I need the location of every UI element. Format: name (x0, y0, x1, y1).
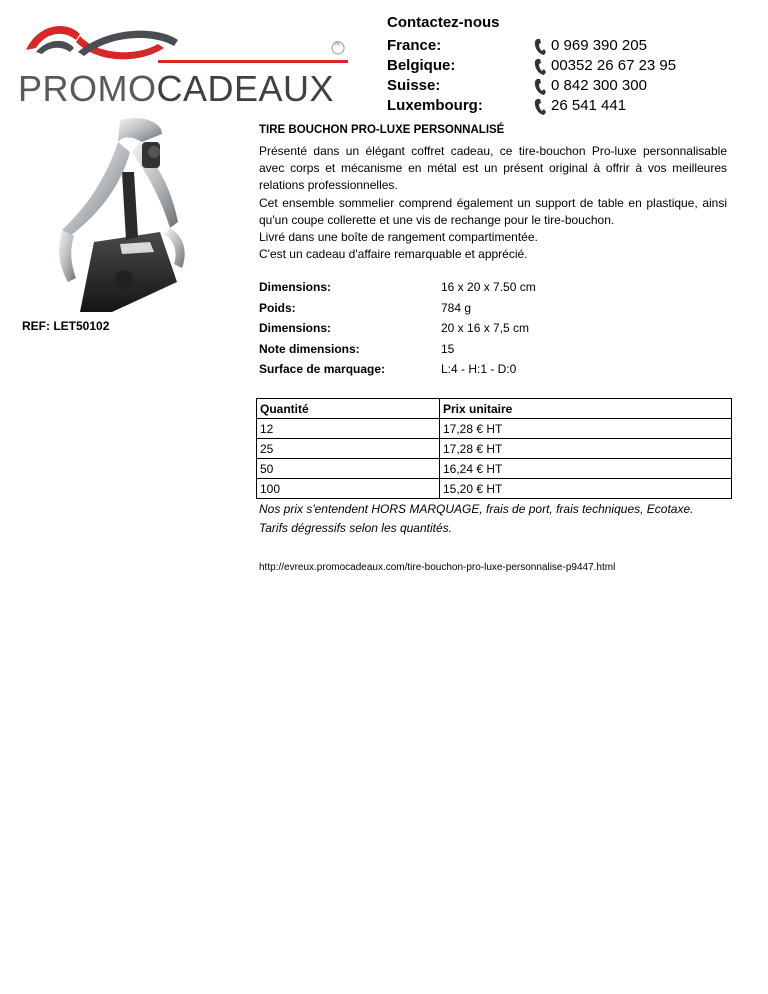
spec-label: Poids: (259, 300, 296, 315)
price-cell: 17,28 € HT (440, 439, 732, 459)
phone-icon (533, 58, 547, 76)
quantity-cell: 50 (257, 459, 440, 479)
promocadeaux-logo (18, 16, 348, 109)
table-row (257, 439, 732, 459)
logo-text-cadeaux: CADEAUX (156, 68, 335, 109)
spec-value: 20 x 16 x 7,5 cm (441, 321, 530, 335)
country-label: Suisse: (387, 77, 441, 94)
description-paragraph: Présenté dans un élégant coffret cadeau, ce tire-bouchon Pro-luxe personnalisable avec corps et mécanisme en métal est un présent original à offrir à vos meilleures relations professionnelles. (259, 144, 727, 193)
spec-label: Note dimensions: (259, 341, 360, 356)
price-note-degressive: Tarifs dégressifs selon les quantités. (259, 521, 452, 535)
country-label: Belgique: (387, 57, 456, 74)
contact-row-belgique (387, 57, 747, 77)
description-paragraph: Cet ensemble sommelier comprend également un support de table en plastique, ainsi qu'un coupe collerette et une vis de rechange pour le tire-bouchon. (259, 195, 727, 227)
spec-row (259, 321, 729, 341)
specs-list (259, 280, 729, 383)
product-url[interactable]: http://evreux.promocadeaux.com/tire-bouchon-pro-luxe-personnalise-p9447.html (259, 562, 616, 573)
quantity-cell: 25 (257, 439, 440, 459)
spec-row (259, 362, 729, 382)
spec-value: L:4 - H:1 - D:0 (441, 362, 517, 376)
contact-title: Contactez-nous (387, 14, 500, 31)
product-title: TIRE BOUCHON PRO-LUXE PERSONNALISÉ (259, 124, 505, 136)
product-description (259, 143, 727, 263)
quantity-cell: 12 (257, 419, 440, 439)
column-header-unit-price: Prix unitaire (440, 399, 732, 419)
product-reference: REF: LET50102 (22, 319, 110, 333)
phone-number[interactable]: 26 541 441 (551, 97, 627, 114)
spec-label: Dimensions: (259, 280, 332, 294)
country-label: Luxembourg: (387, 97, 483, 114)
price-table (256, 398, 732, 499)
contact-row-france (387, 37, 747, 57)
quantity-cell: 100 (257, 479, 440, 499)
spec-row (259, 342, 729, 362)
spec-value: 784 g (441, 300, 472, 315)
phone-icon (533, 78, 547, 96)
logo-swoosh-icon (18, 16, 348, 76)
table-row (257, 479, 732, 499)
spec-label: Dimensions: (259, 321, 332, 335)
phone-icon (533, 38, 547, 56)
price-table-header (257, 399, 732, 419)
table-row (257, 459, 732, 479)
corkscrew-product-image (22, 112, 222, 317)
phone-number[interactable]: 0 842 300 300 (551, 77, 647, 94)
spec-value: 15 (441, 341, 455, 356)
contact-row-suisse (387, 77, 747, 97)
country-label: France: (387, 37, 442, 54)
logo-wordmark (18, 68, 334, 110)
price-cell: 17,28 € HT (440, 419, 732, 439)
registered-mark: R (335, 41, 341, 48)
contact-row-luxembourg (387, 97, 747, 117)
price-note: Nos prix s'entendent HORS MARQUAGE, frais de port, frais techniques, Ecotaxe. (259, 502, 694, 516)
table-row (257, 419, 732, 439)
description-paragraph: Livré dans une boîte de rangement compartimentée. (259, 230, 538, 245)
phone-number[interactable]: 00352 26 67 23 95 (551, 57, 677, 74)
logo-text-promo: PROMO (18, 68, 157, 109)
phone-icon (533, 98, 547, 116)
spec-row (259, 280, 729, 300)
description-paragraph: C'est un cadeau d'affaire remarquable et apprécié. (259, 247, 528, 262)
spec-value: 16 x 20 x 7.50 cm (441, 280, 536, 294)
phone-number[interactable]: 0 969 390 205 (551, 37, 647, 54)
price-cell: 16,24 € HT (440, 459, 732, 479)
column-header-quantity: Quantité (257, 399, 440, 419)
spec-row (259, 301, 729, 321)
spec-label: Surface de marquage: (259, 362, 386, 376)
price-cell: 15,20 € HT (440, 479, 732, 499)
